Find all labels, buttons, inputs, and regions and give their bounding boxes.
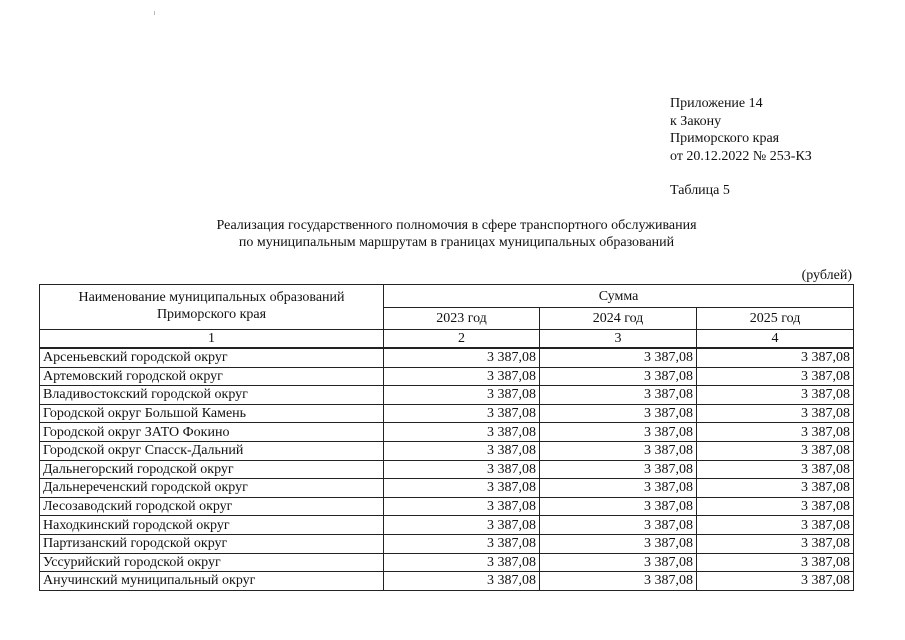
header-name-cell bbox=[40, 285, 384, 330]
amount-2024-cell: 3 387,08 bbox=[540, 386, 697, 405]
amount-2024-cell: 3 387,08 bbox=[540, 460, 697, 479]
amount-2024-cell: 3 387,08 bbox=[540, 348, 697, 367]
amount-2024-cell: 3 387,08 bbox=[540, 516, 697, 535]
amount-2023-cell: 3 387,08 bbox=[384, 348, 540, 367]
amount-2025-cell: 3 387,08 bbox=[697, 367, 854, 386]
municipality-name-cell: Городской округ Большой Камень bbox=[40, 404, 384, 423]
amount-2023-cell: 3 387,08 bbox=[384, 423, 540, 442]
table-row bbox=[40, 516, 854, 535]
table-row bbox=[40, 497, 854, 516]
funding-table bbox=[39, 284, 854, 591]
amount-2023-cell: 3 387,08 bbox=[384, 553, 540, 572]
municipality-name-cell: Лесозаводский городской округ bbox=[40, 497, 384, 516]
table-row bbox=[40, 534, 854, 553]
appendix-line: Приложение 14 bbox=[670, 96, 763, 111]
amount-2025-cell: 3 387,08 bbox=[697, 572, 854, 591]
amount-2025-cell: 3 387,08 bbox=[697, 423, 854, 442]
amount-2023-cell: 3 387,08 bbox=[384, 572, 540, 591]
amount-2025-cell: 3 387,08 bbox=[697, 534, 854, 553]
municipality-name-cell: Дальнегорский городской округ bbox=[40, 460, 384, 479]
table-row bbox=[40, 423, 854, 442]
column-index-cell: 1 bbox=[40, 330, 384, 349]
title-line: Реализация государственного полномочия в сфере транспортного обслуживания bbox=[216, 218, 697, 233]
table-row bbox=[40, 367, 854, 386]
amount-2023-cell: 3 387,08 bbox=[384, 460, 540, 479]
amount-2024-cell: 3 387,08 bbox=[540, 497, 697, 516]
municipality-name-cell: Городской округ ЗАТО Фокино bbox=[40, 423, 384, 442]
amount-2025-cell: 3 387,08 bbox=[697, 441, 854, 460]
amount-2024-cell: 3 387,08 bbox=[540, 553, 697, 572]
municipality-name-cell: Владивостокский городской округ bbox=[40, 386, 384, 405]
municipality-name-cell: Арсеньевский городской округ bbox=[40, 348, 384, 367]
municipality-name-cell: Находкинский городской округ bbox=[40, 516, 384, 535]
amount-2023-cell: 3 387,08 bbox=[384, 441, 540, 460]
header-name-line: Приморского края bbox=[156, 307, 267, 322]
table-row bbox=[40, 572, 854, 591]
table-number: Таблица 5 bbox=[670, 183, 730, 198]
header-year-cell: 2024 год bbox=[540, 308, 697, 330]
amount-2023-cell: 3 387,08 bbox=[384, 534, 540, 553]
header-name-line: Наименование муниципальных образований bbox=[78, 290, 345, 305]
column-index-cell: 3 bbox=[540, 330, 697, 349]
table-row bbox=[40, 441, 854, 460]
amount-2023-cell: 3 387,08 bbox=[384, 367, 540, 386]
amount-2024-cell: 3 387,08 bbox=[540, 441, 697, 460]
amount-2024-cell: 3 387,08 bbox=[540, 534, 697, 553]
column-index-cell: 2 bbox=[384, 330, 540, 349]
title-line: по муниципальным маршрутам в границах муниципальных образований bbox=[238, 235, 675, 250]
units-label: (рублей) bbox=[801, 268, 852, 283]
amount-2025-cell: 3 387,08 bbox=[697, 386, 854, 405]
amount-2025-cell: 3 387,08 bbox=[697, 348, 854, 367]
amount-2024-cell: 3 387,08 bbox=[540, 479, 697, 498]
appendix-line: от 20.12.2022 № 253-КЗ bbox=[670, 148, 812, 164]
amount-2024-cell: 3 387,08 bbox=[540, 367, 697, 386]
municipality-name-cell: Уссурийский городской округ bbox=[40, 553, 384, 572]
amount-2024-cell: 3 387,08 bbox=[540, 404, 697, 423]
municipality-name-cell: Анучинский муниципальный округ bbox=[40, 572, 384, 591]
appendix-reference bbox=[670, 95, 812, 165]
appendix-line: к Закону bbox=[670, 113, 722, 129]
column-index-cell: 4 bbox=[697, 330, 854, 349]
amount-2023-cell: 3 387,08 bbox=[384, 386, 540, 405]
amount-2025-cell: 3 387,08 bbox=[697, 404, 854, 423]
column-index-row bbox=[40, 330, 854, 349]
table-row bbox=[40, 386, 854, 405]
amount-2023-cell: 3 387,08 bbox=[384, 479, 540, 498]
header-year-cell: 2023 год bbox=[384, 308, 540, 330]
amount-2023-cell: 3 387,08 bbox=[384, 404, 540, 423]
amount-2025-cell: 3 387,08 bbox=[697, 553, 854, 572]
amount-2023-cell: 3 387,08 bbox=[384, 516, 540, 535]
municipality-name-cell: Артемовский городской округ bbox=[40, 367, 384, 386]
table-row bbox=[40, 553, 854, 572]
municipality-name-cell: Партизанский городской округ bbox=[40, 534, 384, 553]
amount-2024-cell: 3 387,08 bbox=[540, 572, 697, 591]
municipality-name-cell: Дальнереченский городской округ bbox=[40, 479, 384, 498]
header-sum-cell: Сумма bbox=[384, 285, 854, 308]
municipality-name-cell: Городской округ Спасск-Дальний bbox=[40, 441, 384, 460]
table-row bbox=[40, 404, 854, 423]
amount-2025-cell: 3 387,08 bbox=[697, 460, 854, 479]
amount-2024-cell: 3 387,08 bbox=[540, 423, 697, 442]
header-row bbox=[40, 285, 854, 308]
appendix-line: Приморского края bbox=[670, 131, 780, 146]
amount-2025-cell: 3 387,08 bbox=[697, 479, 854, 498]
table-row bbox=[40, 348, 854, 367]
scan-mark bbox=[154, 11, 155, 15]
document-title bbox=[0, 217, 905, 251]
table-row bbox=[40, 479, 854, 498]
table-row bbox=[40, 460, 854, 479]
header-year-cell: 2025 год bbox=[697, 308, 854, 330]
amount-2025-cell: 3 387,08 bbox=[697, 497, 854, 516]
amount-2023-cell: 3 387,08 bbox=[384, 497, 540, 516]
amount-2025-cell: 3 387,08 bbox=[697, 516, 854, 535]
